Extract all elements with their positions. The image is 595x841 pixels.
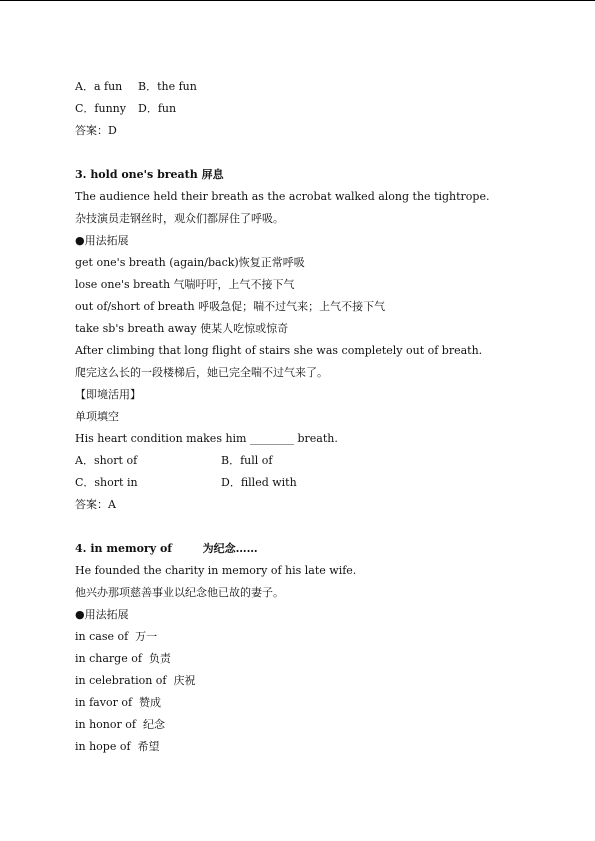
extension-item: in charge of 负责 — [75, 652, 171, 665]
previous-answer: 答案：D — [75, 124, 117, 137]
section-3-example-zh: 杂技演员走钢丝时，观众们都屏住了呼吸。 — [75, 212, 284, 225]
previous-question-options-row-1 — [75, 76, 535, 98]
top-border-line — [0, 0, 595, 1]
option-d: D．fun — [138, 102, 177, 115]
practice-title: 【即境活用】 — [75, 388, 141, 401]
section-4-extension-title: ●用法拓展 — [75, 608, 129, 621]
document-page — [75, 76, 535, 758]
extension-item: out of/short of breath 呼吸急促；喘不过气来；上气不接下气 — [75, 300, 386, 313]
extension-item: in honor of 纪念 — [75, 718, 165, 731]
extension-item: in case of 万一 — [75, 630, 158, 643]
option-d: D．filled with — [221, 476, 297, 489]
section-3-extension-title: ●用法拓展 — [75, 234, 129, 247]
spacer — [75, 142, 535, 164]
extension-item: in favor of 赞成 — [75, 696, 162, 709]
section-3-example2-en: After climbing that long flight of stairs she was completely out of breath. — [75, 344, 483, 357]
option-a: A．a fun — [75, 80, 123, 93]
extension-item: in celebration of 庆祝 — [75, 674, 196, 687]
section-4-heading: 4. in memory of 为纪念…… — [75, 542, 258, 555]
option-b: B．the fun — [138, 80, 197, 93]
option-c: C．short in — [75, 476, 138, 489]
section-4-example-zh: 他兴办那项慈善事业以纪念他已故的妻子。 — [75, 586, 284, 599]
extension-item: get one's breath (again/back)恢复正常呼吸 — [75, 256, 305, 269]
section-4-example-en: He founded the charity in memory of his late wife. — [75, 564, 357, 577]
extension-item: in hope of 希望 — [75, 740, 160, 753]
extension-item: take sb's breath away 使某人吃惊或惊奇 — [75, 322, 289, 335]
option-a: A．short of — [75, 454, 138, 467]
option-b: B．full of — [221, 454, 273, 467]
practice-type: 单项填空 — [75, 410, 119, 423]
practice-answer: 答案：A — [75, 498, 116, 511]
previous-question-options-row-2 — [75, 98, 535, 120]
practice-options-row-1 — [75, 450, 535, 472]
extension-item: lose one's breath 气喘吁吁，上气不接下气 — [75, 278, 295, 291]
section-3-heading: 3. hold one's breath 屏息 — [75, 168, 224, 181]
practice-options-row-2 — [75, 472, 535, 494]
spacer — [75, 516, 535, 538]
section-3-example2-zh: 爬完这么长的一段楼梯后，她已完全喘不过气来了。 — [75, 366, 328, 379]
practice-question: His heart condition makes him ________ breath. — [75, 432, 338, 445]
option-c: C．funny — [75, 102, 126, 115]
section-3-example-en: The audience held their breath as the acrobat walked along the tightrope. — [75, 190, 490, 203]
